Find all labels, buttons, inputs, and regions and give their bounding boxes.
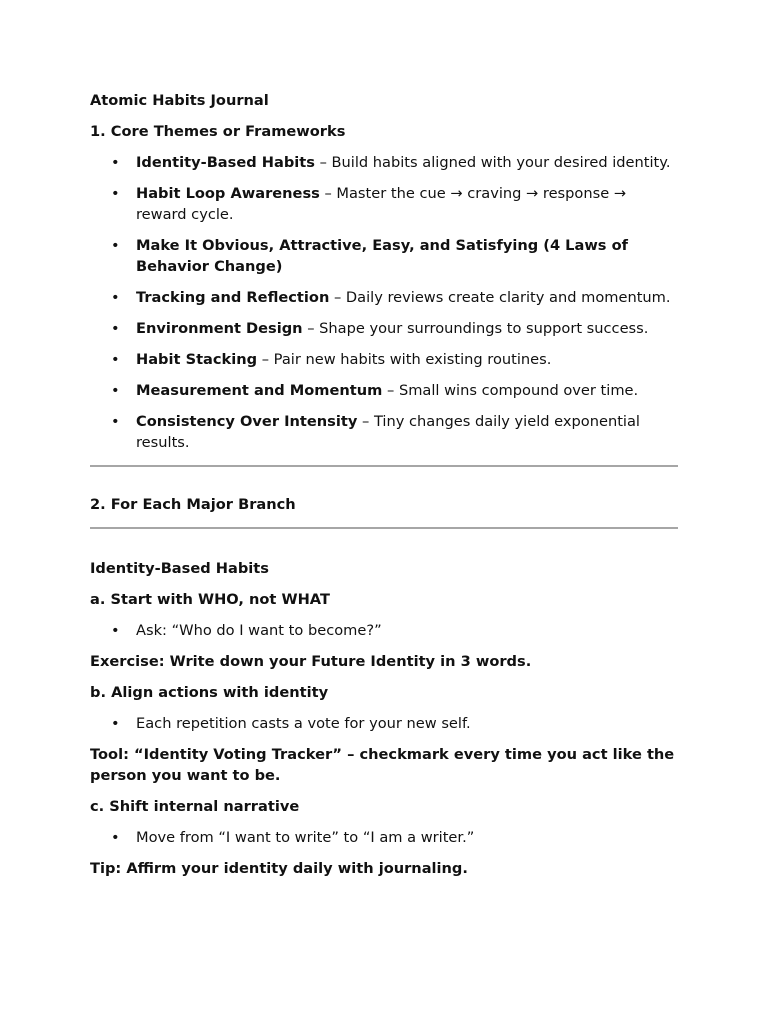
tool-text: Tool: “Identity Voting Tracker” – checkmark every time you act like the person you want to be. [90,746,675,784]
list-item-term: Habit Stacking [136,351,258,368]
list-item-desc: – Master the cue → craving → response → reward cycle. [136,185,627,223]
list-item: • Ask: “Who do I want to become?” [90,620,678,641]
list-item-term: Make It Obvious, Attractive, Easy, and Satisfying (4 Laws of Behavior Change) [136,237,628,275]
list-item [90,183,678,225]
subsection-b-list [90,713,678,734]
subheading-a: a. Start with WHO, not WHAT [90,591,330,608]
list-item-term: Environment Design [136,320,303,337]
list-item-desc: – Small wins compound over time. [382,382,639,399]
section-1-heading: 1. Core Themes or Frameworks [90,123,346,140]
subheading-c: c. Shift internal narrative [90,798,300,815]
list-item-desc: – Build habits aligned with your desired identity. [314,154,671,171]
list-item [90,380,678,401]
list-item-term: Consistency Over Intensity [136,413,358,430]
section-2-heading: 2. For Each Major Branch [90,496,296,513]
core-themes-list [90,152,678,453]
list-item-term: Measurement and Momentum [136,382,383,399]
list-item-desc: – Shape your surroundings to support success. [302,320,649,337]
list-item [90,287,678,308]
list-item [90,411,678,453]
tip-text: Tip: Affirm your identity daily with journaling. [90,860,468,877]
subsection-c-list [90,827,678,848]
exercise-text: Exercise: Write down your Future Identity in 3 words. [90,653,532,670]
list-item [90,349,678,370]
list-item [90,235,678,277]
list-item: • Move from “I want to write” to “I am a writer.” [90,827,678,848]
list-item-desc: – Pair new habits with existing routines. [257,351,552,368]
subsection-a-list [90,620,678,641]
list-item [90,152,678,173]
horizontal-divider [90,465,678,467]
list-item-term: Tracking and Reflection [136,289,330,306]
list-item-desc: – Daily reviews create clarity and momentum. [329,289,671,306]
list-item-desc: – Tiny changes daily yield exponential results. [136,413,640,451]
branch-title: Identity-Based Habits [90,560,269,577]
list-item: • Each repetition casts a vote for your new self. [90,713,678,734]
list-item-term: Habit Loop Awareness [136,185,320,202]
document-title: Atomic Habits Journal [90,92,269,109]
list-item [90,318,678,339]
list-item-term: Identity-Based Habits [136,154,315,171]
subheading-b: b. Align actions with identity [90,684,329,701]
horizontal-divider [90,527,678,529]
